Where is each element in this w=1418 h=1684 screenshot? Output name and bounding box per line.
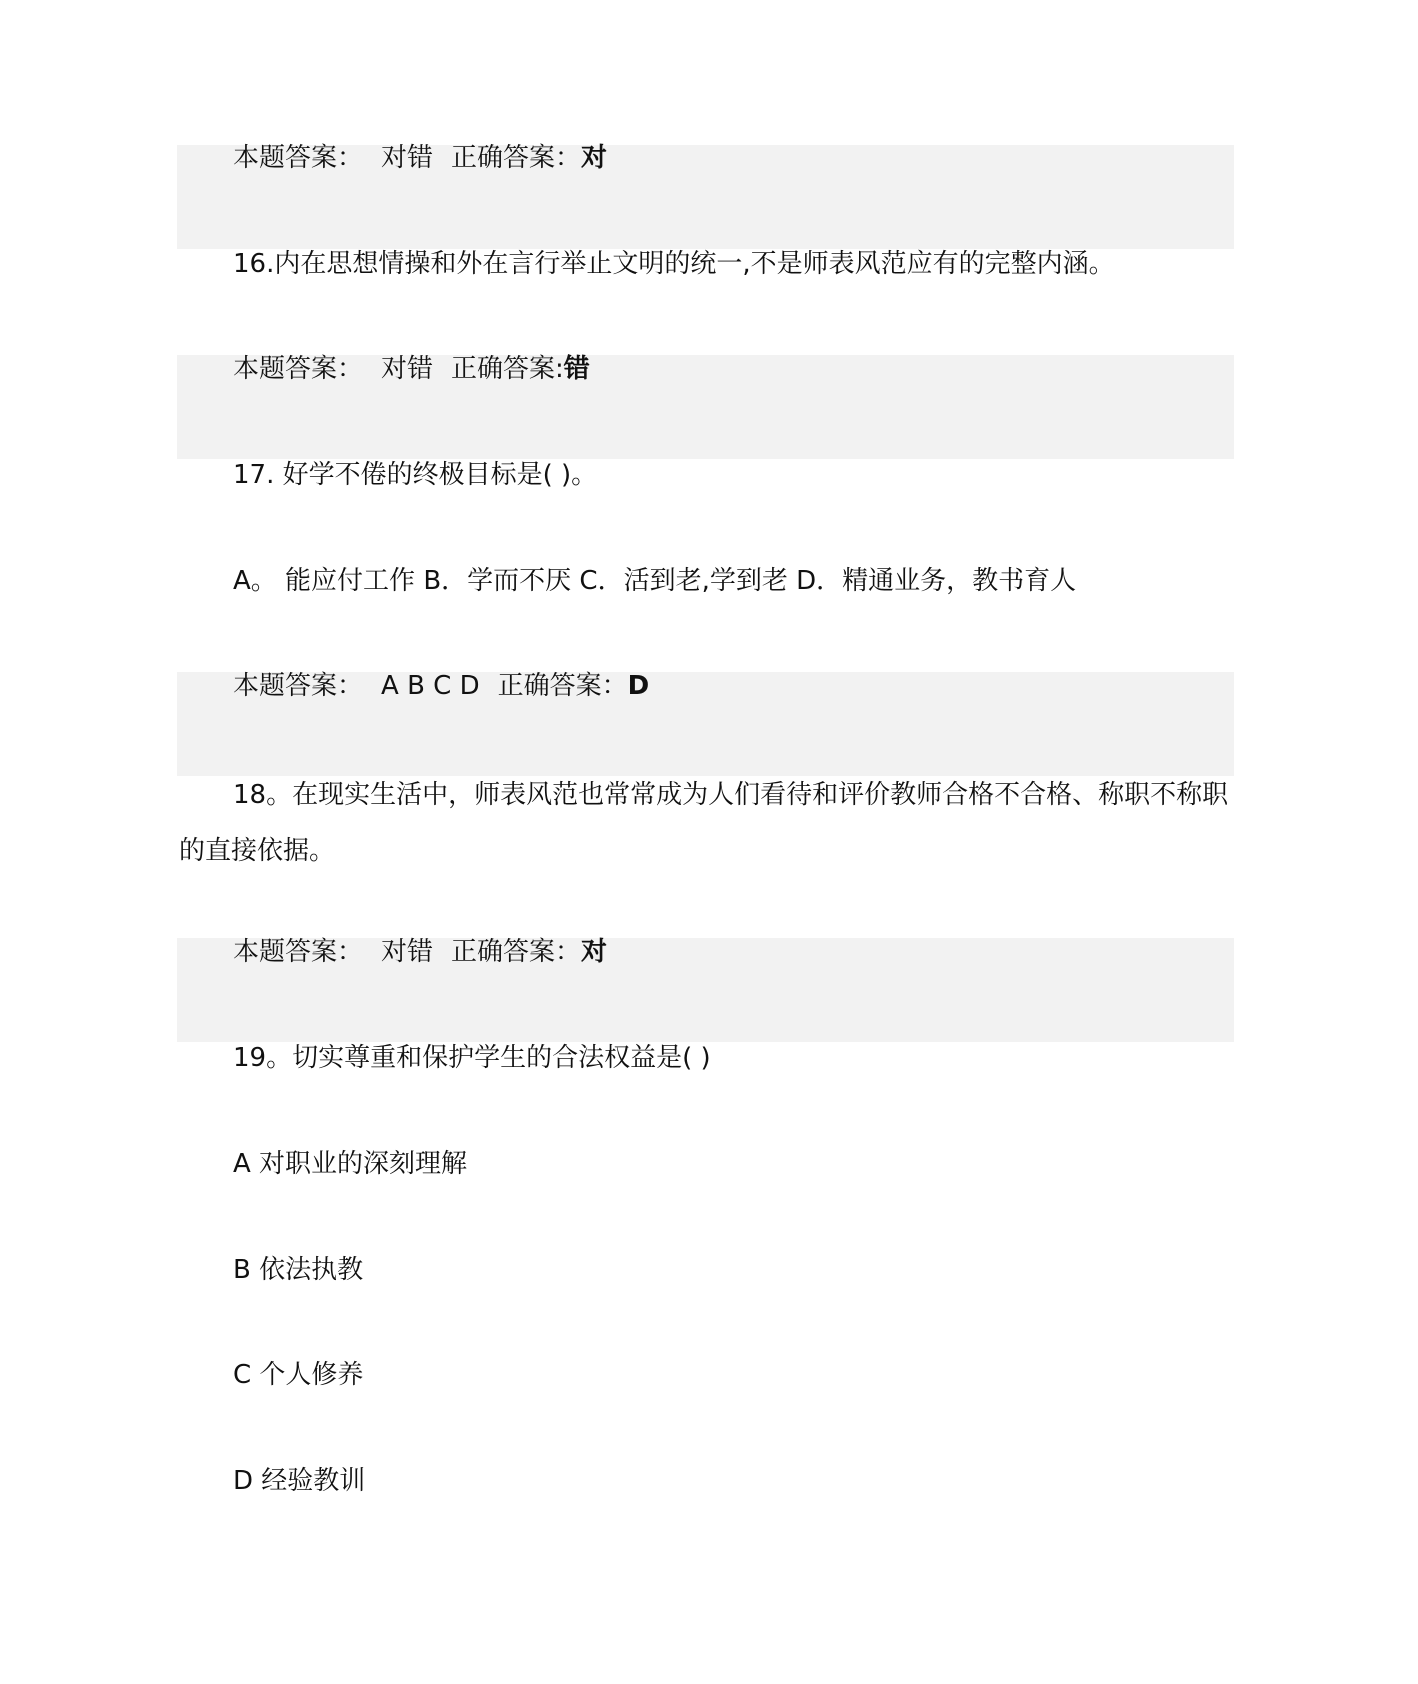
question-19-option-d: D 经验教训 [233,1466,366,1496]
question-19-option-a: A 对职业的深刻理解 [233,1149,468,1179]
question-19: 19。切实尊重和保护学生的合法权益是( ) [233,1043,711,1073]
answer-label: 本题答案： [233,143,364,173]
correct-answer-label: 正确答案： [451,143,582,173]
question-18: 18。在现实生活中，师表风范也常常成为人们看待和评价教师合格不合格、称职不称职的直接依据。 [179,780,1229,866]
correct-answer-value: 对 [581,937,608,967]
question-19-option-b: B 依法执教 [233,1255,364,1285]
question-19-option-c: C 个人修养 [233,1360,364,1390]
correct-answer-value: 错 [563,354,590,384]
answer-options: 对错 [381,937,434,967]
answer-label: 本题答案： [233,354,364,384]
answer-line-q15 [233,141,607,175]
answer-label: 本题答案： [233,937,364,967]
answer-options: 对错 [381,354,434,384]
answer-line-q16 [233,352,590,386]
answer-line-q17 [233,669,649,703]
question-16: 16.内在思想情操和外在言行举止文明的统一,不是师表风范应有的完整内涵。 [233,249,1115,279]
correct-answer-value: D [627,671,650,701]
answer-label: 本题答案： [233,671,364,701]
correct-answer-label: 正确答案: [451,354,564,384]
answer-options: 对错 [381,143,434,173]
question-17-options: A。 能应付工作 B．学而不厌 C．活到老,学到老 D．精通业务，教书育人 [233,566,1077,596]
answer-line-q18 [233,935,607,969]
correct-answer-label: 正确答案： [451,937,582,967]
answer-options: A B C D [381,671,480,701]
question-17: 17. 好学不倦的终极目标是( )。 [233,460,598,490]
correct-answer-label: 正确答案： [497,671,628,701]
correct-answer-value: 对 [581,143,608,173]
